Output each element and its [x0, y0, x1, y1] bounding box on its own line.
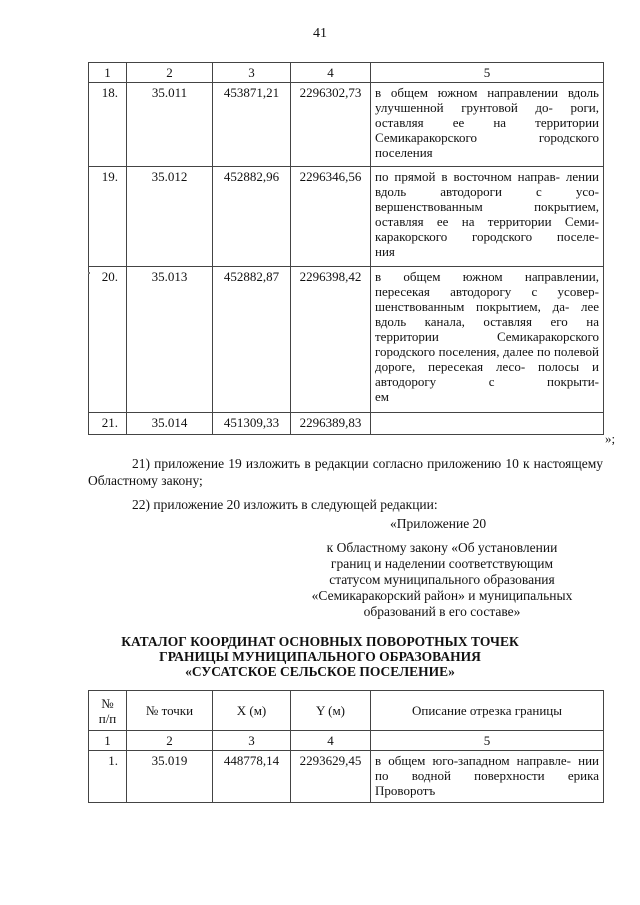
- annex-reference: [292, 540, 592, 620]
- row-number: 18.: [89, 83, 127, 167]
- description-line: пересекая автодорогу с усовер-: [375, 284, 599, 299]
- description-line: Проворотъ: [375, 783, 436, 798]
- header-y: Y (м): [291, 691, 371, 731]
- description-line: в общем юго-западном направле-: [375, 753, 572, 768]
- annex-title-text: «Приложение 20: [390, 516, 487, 531]
- catalog-title-line: ГРАНИЦЫ МУНИЦИПАЛЬНОГО ОБРАЗОВАНИЯ: [159, 649, 481, 664]
- segment-description: [371, 751, 604, 803]
- y-coordinate: 2296389,83: [291, 413, 371, 435]
- description-line: ем: [375, 389, 389, 404]
- annex-line: «Семикаракорский район» и муниципальных: [311, 588, 573, 603]
- column-index: 4: [291, 731, 371, 751]
- column-index-row: [89, 731, 604, 751]
- annex-line: границ и наделении соответствующим: [330, 556, 554, 571]
- description-line: полевой дороге, пересекая лесо-: [375, 344, 600, 374]
- column-index: 5: [371, 63, 604, 83]
- annex-line: статусом муниципального образования: [329, 572, 555, 587]
- column-index: 5: [371, 731, 604, 751]
- row-number: 1.: [89, 751, 127, 803]
- header-x: Х (м): [213, 691, 291, 731]
- column-index: 2: [127, 731, 213, 751]
- x-coordinate: 453871,21: [213, 83, 291, 167]
- x-coordinate: 451309,33: [213, 413, 291, 435]
- column-index: 3: [213, 63, 291, 83]
- paragraph-21-text: 21) приложение 19 изложить в редакции согласно приложению 10 к настоящему Областному закону;: [88, 456, 603, 488]
- description-line: лее вдоль канала, оставляя его на: [375, 299, 599, 329]
- header-number-line: п/п: [98, 710, 117, 726]
- y-coordinate: 2296398,42: [291, 267, 371, 413]
- description-line: городского поселения, далее по: [375, 344, 551, 359]
- catalog-title: [0, 634, 640, 679]
- description-line: каракорского городского поселе-: [375, 229, 599, 244]
- segment-description: [371, 267, 604, 413]
- column-index: 4: [291, 63, 371, 83]
- table-row: [89, 413, 604, 435]
- column-index: 1: [89, 731, 127, 751]
- column-index: 1: [89, 63, 127, 83]
- row-number: 20.: [89, 267, 127, 413]
- y-coordinate: 2296346,56: [291, 167, 371, 267]
- header-point: № точки: [127, 691, 213, 731]
- table-row: [89, 83, 604, 167]
- description-line: оставляя ее на территории Семи-: [375, 214, 599, 229]
- table-row: [89, 267, 604, 413]
- table-row: [89, 751, 604, 803]
- paragraph-22: [88, 496, 603, 513]
- description-line: в общем южном направлении: [375, 85, 559, 100]
- coordinates-table-continued: [88, 62, 604, 435]
- y-coordinate: 2293629,45: [291, 751, 371, 803]
- description-line: Семикаракорского городского: [375, 130, 599, 145]
- description-line: роги, оставляя ее на территории: [375, 100, 600, 130]
- segment-description: [371, 413, 604, 435]
- coordinates-table-susatskoe: [88, 690, 604, 803]
- description-line: территории Семикаракорского: [375, 329, 599, 344]
- description-line: лении вдоль автодороги с усо-: [375, 169, 599, 199]
- row-number: 19.: [89, 167, 127, 267]
- x-coordinate: 448778,14: [213, 751, 291, 803]
- point-number: 35.014: [127, 413, 213, 435]
- column-index: 3: [213, 731, 291, 751]
- row-number: 21.: [89, 413, 127, 435]
- annex-line: к Областному закону «Об установлении: [326, 540, 558, 555]
- segment-description: [371, 167, 604, 267]
- page-number: 41: [313, 26, 327, 41]
- x-coordinate: 452882,96: [213, 167, 291, 267]
- description-line: вершенствованным покрытием,: [375, 199, 599, 214]
- point-number: 35.012: [127, 167, 213, 267]
- paragraph-22-text: 22) приложение 20 изложить в следующей редакции:: [132, 497, 438, 512]
- catalog-title-line: КАТАЛОГ КООРДИНАТ ОСНОВНЫХ ПОВОРОТНЫХ ТОЧЕК: [121, 634, 519, 649]
- description-line: вдоль улучшенной грунтовой до-: [375, 85, 599, 115]
- segment-description: [371, 83, 604, 167]
- x-coordinate: 452882,87: [213, 267, 291, 413]
- column-index-row: [89, 63, 604, 83]
- description-line: нии по водной поверхности ерика: [375, 753, 600, 783]
- header-number-line: №: [101, 695, 114, 711]
- y-coordinate: 2296302,73: [291, 83, 371, 167]
- stray-dot: [88, 272, 90, 274]
- description-line: шенствованным покрытием, да-: [375, 299, 570, 314]
- catalog-title-line: «СУСАТСКОЕ СЕЛЬСКОЕ ПОСЕЛЕНИЕ»: [185, 664, 455, 679]
- header-description: Описание отрезка границы: [371, 691, 604, 731]
- table-row: [89, 167, 604, 267]
- description-line: по прямой в восточном направ-: [375, 169, 560, 184]
- description-line: поселения: [375, 145, 433, 160]
- point-number: 35.011: [127, 83, 213, 167]
- column-index: 2: [127, 63, 213, 83]
- point-number: 35.019: [127, 751, 213, 803]
- paragraph-21: [88, 455, 603, 489]
- header-number: [89, 691, 127, 731]
- quote-close-mark: »;: [605, 431, 616, 446]
- description-line: ния: [375, 244, 395, 259]
- description-line: в общем южном направлении,: [375, 269, 599, 284]
- point-number: 35.013: [127, 267, 213, 413]
- header-row: [89, 691, 604, 731]
- description-line: полосы и автодорогу с покрыти-: [375, 359, 599, 389]
- annex-line: образований в его составе»: [363, 604, 521, 619]
